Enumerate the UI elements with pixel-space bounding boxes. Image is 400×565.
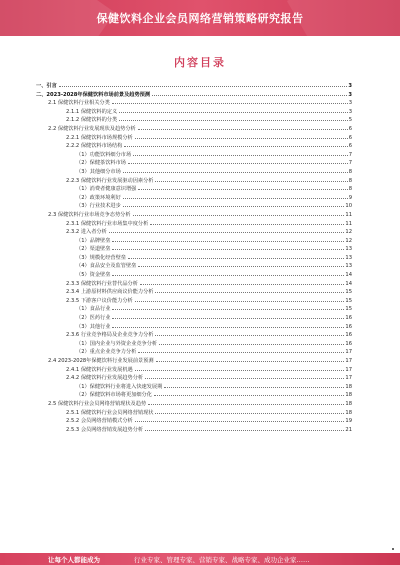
- toc-page-number: 17: [345, 358, 352, 364]
- toc-entry[interactable]: [36, 220, 352, 229]
- toc-page-number: 6: [348, 125, 352, 132]
- toc-leader-dots: [123, 168, 348, 173]
- toc-leader-dots: [123, 202, 345, 207]
- toc-page-number: 3: [348, 91, 352, 98]
- toc-entry[interactable]: [36, 323, 352, 332]
- toc-entry[interactable]: [36, 194, 352, 203]
- toc-entry-text: 2.4 2023-2028年保健饮料行业发展前景预测: [48, 358, 154, 364]
- toc-entry-text: （1）食品行业: [76, 306, 111, 313]
- toc-leader-dots: [112, 99, 348, 104]
- toc-entry-text: （2）政策环境利好: [76, 194, 121, 201]
- toc-entry[interactable]: [36, 82, 352, 91]
- toc-entry[interactable]: [36, 254, 352, 263]
- toc-page-number: 15: [345, 306, 352, 313]
- toc-entry[interactable]: [36, 280, 352, 289]
- toc-entry[interactable]: [36, 340, 352, 349]
- toc-entry-text: （3）其他细分市场: [76, 168, 121, 175]
- toc-entry-text: 2.2 保健饮料行业发展现状及趋势分析: [48, 125, 136, 132]
- toc-entry[interactable]: [36, 177, 352, 186]
- toc-leader-dots: [119, 116, 348, 121]
- footer-slogan-left: 让每个人都能成为: [48, 556, 100, 564]
- toc-leader-dots: [133, 211, 345, 216]
- toc-entry-text: 2.5.2 会员网络营销模式分析: [66, 418, 133, 425]
- toc-page-number: 9: [348, 194, 352, 201]
- toc-entry-text: （2）渠道壁垒: [76, 246, 111, 253]
- toc-leader-dots: [112, 305, 344, 310]
- toc-entry-text: 2.3.5 下游客户议价能力分析: [66, 297, 133, 304]
- toc-page-number: 21: [345, 426, 352, 433]
- toc-entry-text: （1）消费者健康意识增强: [76, 186, 137, 193]
- toc-entry[interactable]: [36, 134, 352, 143]
- toc-entry-text: 2.1.2 保健饮料的分类: [66, 117, 118, 124]
- toc-leader-dots: [112, 314, 344, 319]
- toc-page-number: 3: [348, 100, 352, 107]
- toc-leader-dots: [154, 391, 344, 396]
- toc-entry[interactable]: [36, 400, 352, 409]
- toc-page-number: 15: [345, 297, 352, 304]
- toc-entry-text: 2.3.6 行业竞争格局及企业竞争力分析: [66, 332, 154, 339]
- toc-entry-text: 2.5 保健饮料行业会员网络营销现状及趋势: [48, 400, 147, 407]
- table-of-contents: [36, 82, 352, 434]
- toc-entry[interactable]: [36, 202, 352, 211]
- toc-page-number: 14: [345, 280, 352, 287]
- toc-leader-dots: [148, 400, 344, 405]
- toc-entry-text: （1）品牌壁垒: [76, 237, 111, 244]
- toc-page-number: 18: [345, 409, 352, 416]
- toc-leader-dots: [133, 151, 348, 156]
- toc-heading: 内容目录: [174, 56, 226, 69]
- toc-page-number: 11: [345, 220, 352, 227]
- toc-leader-dots: [135, 366, 345, 371]
- toc-entry[interactable]: [36, 245, 352, 254]
- toc-entry-text: 2.5.1 保健饮料行业会员网络营销现状: [66, 409, 154, 416]
- toc-page-number: 11: [345, 211, 352, 218]
- toc-entry-text: （3）其他行业: [76, 323, 111, 330]
- toc-entry[interactable]: [36, 426, 352, 435]
- toc-entry-text: 2.2.2 保健饮料市场结构: [66, 143, 123, 150]
- toc-entry-text: 二、2023-2028年保健饮料市场前景及趋势预测: [36, 91, 151, 98]
- toc-entry-text: （1）保健饮料行业将进入快速发展期: [76, 383, 163, 390]
- toc-leader-dots: [138, 262, 344, 267]
- toc-entry-text: 2.1 保健饮料行业相关分类: [48, 100, 110, 107]
- toc-entry[interactable]: [36, 185, 352, 194]
- toc-entry-text: 2.3.3 保健饮料行业替代品分析: [66, 280, 138, 287]
- toc-entry-text: 2.5.3 会员网络营销发展趋势分析: [66, 426, 144, 433]
- toc-entry[interactable]: [36, 159, 352, 168]
- toc-entry[interactable]: [36, 288, 352, 297]
- toc-leader-dots: [112, 237, 344, 242]
- toc-entry[interactable]: [36, 314, 352, 323]
- toc-entry[interactable]: [36, 357, 352, 366]
- toc-entry[interactable]: [36, 297, 352, 306]
- toc-page-number: 12: [345, 229, 352, 236]
- toc-leader-dots: [135, 297, 345, 302]
- toc-entry-text: 2.3.4 上游原材料供应商议价能力分析: [66, 289, 154, 296]
- toc-entry-text: 2.3.2 进入者分析: [66, 229, 107, 236]
- toc-leader-dots: [109, 228, 345, 233]
- toc-page-number: 8: [348, 168, 352, 175]
- toc-page-number: 10: [345, 203, 352, 210]
- toc-entry[interactable]: [36, 142, 352, 151]
- toc-entry-text: （2）保健饮料市场将更加细分化: [76, 392, 152, 399]
- toc-page-number: 3: [348, 108, 352, 115]
- toc-entry-text: （2）医药行业: [76, 315, 111, 322]
- toc-entry[interactable]: [36, 348, 352, 357]
- header-banner: [0, 0, 400, 36]
- toc-leader-dots: [135, 134, 348, 139]
- toc-leader-dots: [123, 194, 348, 199]
- toc-page-number: 16: [345, 315, 352, 322]
- toc-entry[interactable]: [36, 228, 352, 237]
- toc-page-number: 13: [345, 263, 352, 270]
- toc-page-number: 8: [348, 177, 352, 184]
- toc-leader-dots: [155, 288, 344, 293]
- toc-page-number: 3: [348, 83, 352, 89]
- toc-entry[interactable]: [36, 271, 352, 280]
- toc-entry-text: 2.1.1 保健饮料的定义: [66, 108, 118, 115]
- toc-page-number: 7: [348, 151, 352, 158]
- toc-page-number: 16: [345, 323, 352, 330]
- toc-page-number: 13: [345, 254, 352, 261]
- toc-page-number: 17: [345, 375, 352, 382]
- toc-entry-text: （4）食品安全及监管壁垒: [76, 263, 137, 270]
- toc-page-number: 16: [345, 332, 352, 339]
- footer-banner: [0, 553, 400, 565]
- toc-entry[interactable]: [36, 237, 352, 246]
- toc-page-number: 6: [348, 143, 352, 150]
- toc-entry[interactable]: [36, 366, 352, 375]
- toc-entry-text: 2.3.1 保健饮料行业市场集中度分析: [66, 220, 149, 227]
- toc-leader-dots: [164, 383, 344, 388]
- toc-entry-text: （3）行业技术进步: [76, 203, 121, 210]
- toc-page-number: 18: [345, 400, 352, 407]
- toc-entry[interactable]: [36, 211, 352, 220]
- toc-entry[interactable]: [36, 331, 352, 340]
- toc-entry[interactable]: [36, 305, 352, 314]
- toc-leader-dots: [112, 245, 344, 250]
- toc-leader-dots: [119, 108, 348, 113]
- toc-entry[interactable]: [36, 99, 352, 108]
- toc-leader-dots: [145, 426, 344, 431]
- toc-leader-dots: [140, 280, 344, 285]
- toc-entry-text: （1）功能饮料细分市场: [76, 151, 132, 158]
- toc-entry[interactable]: [36, 417, 352, 426]
- toc-leader-dots: [112, 323, 344, 328]
- toc-entry[interactable]: [36, 168, 352, 177]
- page-edge-mark: [392, 548, 394, 550]
- toc-entry[interactable]: [36, 125, 352, 134]
- toc-leader-dots: [124, 142, 347, 147]
- toc-leader-dots: [152, 91, 347, 96]
- toc-leader-dots: [155, 409, 344, 414]
- toc-page-number: 8: [348, 186, 352, 193]
- toc-page-number: 7: [348, 160, 352, 167]
- toc-entry[interactable]: [36, 374, 352, 383]
- toc-leader-dots: [59, 82, 348, 87]
- toc-leader-dots: [138, 348, 344, 353]
- toc-entry[interactable]: [36, 108, 352, 117]
- toc-entry-text: （2）重点企业竞争力分析: [76, 349, 137, 356]
- toc-leader-dots: [112, 271, 344, 276]
- toc-page-number: 18: [345, 383, 352, 390]
- toc-entry-text: 2.4.1 保健饮料行业发展机遇: [66, 366, 133, 373]
- toc-page-number: 13: [345, 246, 352, 253]
- toc-leader-dots: [155, 177, 347, 182]
- toc-leader-dots: [155, 331, 344, 336]
- toc-page-number: 14: [345, 272, 352, 279]
- toc-page-number: 6: [348, 134, 352, 141]
- toc-leader-dots: [128, 254, 344, 259]
- toc-page-number: 17: [345, 349, 352, 356]
- toc-page-number: 16: [345, 340, 352, 347]
- toc-entry-text: 2.2.1 保健饮料市场规模分析: [66, 134, 133, 141]
- toc-entry-text: （1）国内企业与外资企业竞争分析: [76, 340, 158, 347]
- toc-entry-text: （3）规模化经营壁垒: [76, 254, 126, 261]
- toc-page-number: 12: [345, 237, 352, 244]
- toc-leader-dots: [138, 185, 347, 190]
- toc-leader-dots: [135, 417, 345, 422]
- toc-entry-text: 2.2.3 保健饮料行业发展驱动因素分析: [66, 177, 154, 184]
- toc-leader-dots: [138, 125, 348, 130]
- toc-leader-dots: [128, 159, 348, 164]
- toc-leader-dots: [159, 340, 344, 345]
- toc-entry[interactable]: [36, 391, 352, 400]
- footer-slogan-right: 行业专家、管理专家、营销专家、战略专家、成功企业家……: [134, 556, 310, 564]
- toc-page-number: 18: [345, 392, 352, 399]
- toc-entry[interactable]: [36, 383, 352, 392]
- toc-page-number: 15: [345, 289, 352, 296]
- toc-entry[interactable]: [36, 409, 352, 418]
- toc-entry-text: 2.3 保健饮料行业市场竞争态势分析: [48, 211, 131, 218]
- toc-leader-dots: [156, 357, 345, 362]
- toc-entry[interactable]: [36, 151, 352, 160]
- report-title: 保健饮料企业会员网络营销策略研究报告: [96, 12, 304, 25]
- toc-leader-dots: [145, 374, 344, 379]
- toc-leader-dots: [150, 220, 344, 225]
- toc-entry-text: （2）保健茶饮料市场: [76, 160, 126, 167]
- toc-entry[interactable]: [36, 262, 352, 271]
- toc-entry-text: 一、引言: [36, 83, 57, 89]
- toc-entry-text: （5）资金壁垒: [76, 272, 111, 279]
- toc-page-number: 5: [348, 117, 352, 124]
- toc-page-number: 19: [345, 418, 352, 425]
- toc-entry[interactable]: [36, 116, 352, 125]
- toc-page-number: 17: [345, 366, 352, 373]
- toc-entry-text: 2.4.2 保健饮料行业发展趋势分析: [66, 375, 144, 382]
- toc-entry[interactable]: [36, 91, 352, 100]
